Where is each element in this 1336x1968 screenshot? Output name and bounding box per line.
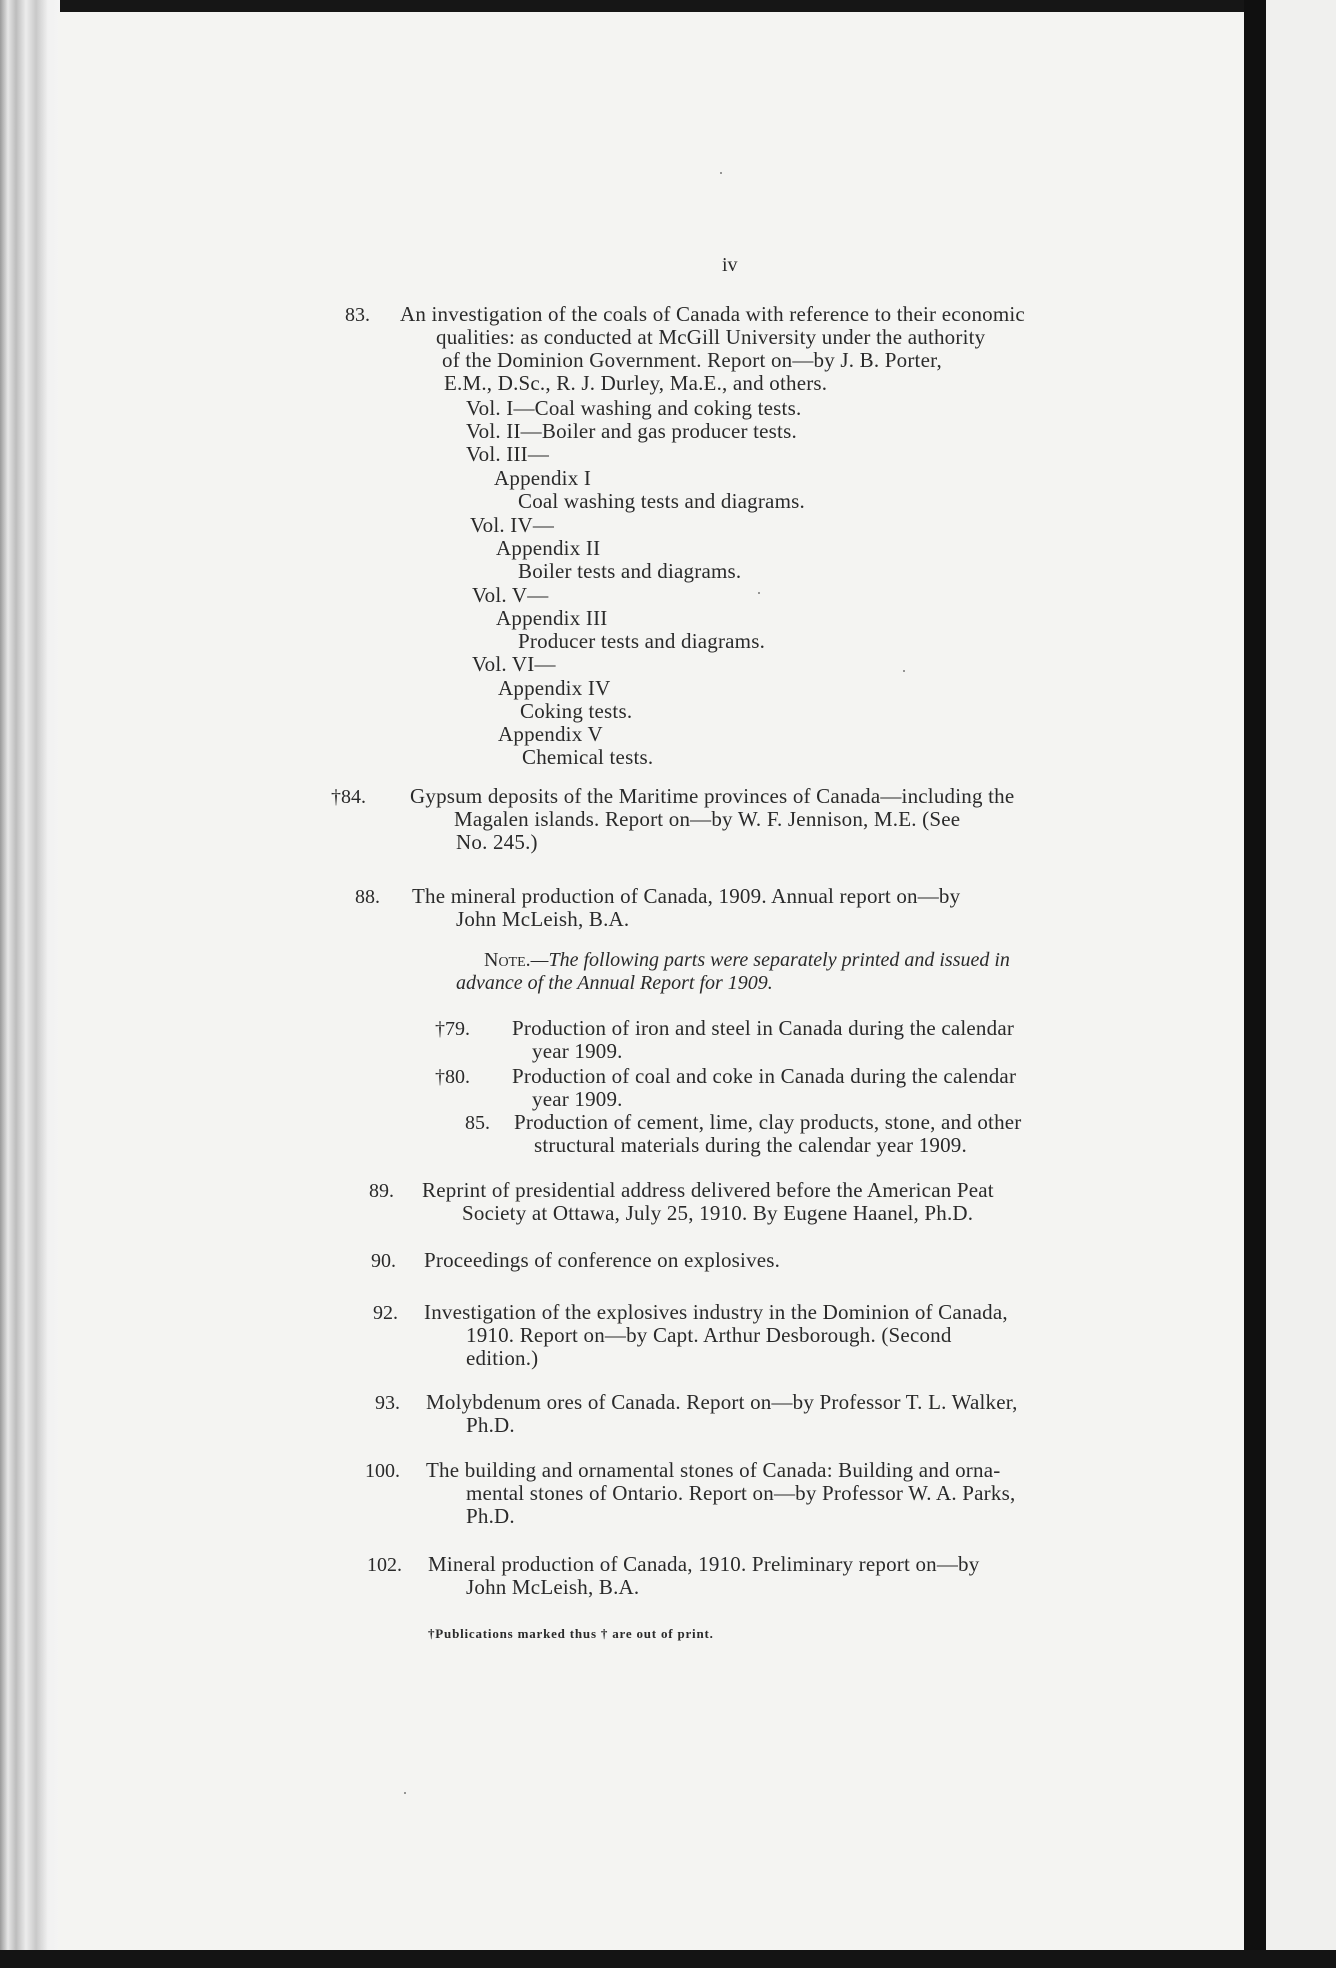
volume-line: Vol. IV— bbox=[470, 513, 555, 537]
entry-text-line: John McLeish, B.A. bbox=[456, 907, 630, 931]
note-line bbox=[456, 971, 773, 995]
entry-number: 92. bbox=[373, 1302, 398, 1324]
volume-line: Vol. VI— bbox=[472, 652, 556, 676]
footnote: †Publications marked thus † are out of print. bbox=[428, 1626, 714, 1641]
entry-text-line: Reprint of presidential address delivered before the American Peat bbox=[422, 1178, 994, 1202]
entry-text-line: mental stones of Ontario. Report on—by Professor W. A. Parks, bbox=[466, 1481, 1016, 1505]
volume-line: Vol. II—Boiler and gas producer tests. bbox=[466, 419, 797, 443]
speck bbox=[720, 172, 722, 174]
volume-line: Vol. I—Coal washing and coking tests. bbox=[466, 396, 802, 420]
sub-entry-text: year 1909. bbox=[532, 1039, 623, 1063]
note-label: Note. bbox=[484, 949, 531, 971]
entry-number: †84. bbox=[331, 786, 366, 808]
scan-page-stack-edge bbox=[0, 0, 60, 1968]
note-line bbox=[484, 948, 1010, 972]
appendix-detail-line: Boiler tests and diagrams. bbox=[518, 559, 742, 583]
entry-number: 83. bbox=[345, 304, 370, 326]
speck bbox=[404, 1792, 406, 1794]
entry-text-line: The mineral production of Canada, 1909. Annual report on—by bbox=[412, 884, 961, 908]
entry-text-line: Mineral production of Canada, 1910. Preliminary report on—by bbox=[428, 1552, 980, 1576]
note-text: —The following parts were separately printed and issued in bbox=[530, 949, 1010, 971]
sub-entry-number: †79. bbox=[435, 1018, 470, 1040]
scan-bottom-edge bbox=[0, 1950, 1336, 1968]
appendix-detail-line: Chemical tests. bbox=[522, 745, 654, 769]
entry-number: 89. bbox=[369, 1180, 394, 1202]
appendix-line: Appendix V bbox=[498, 722, 603, 746]
entry-text-line: The building and ornamental stones of Canada: Building and orna- bbox=[426, 1458, 1001, 1482]
entry-text-line: E.M., D.Sc., R. J. Durley, Ma.E., and others. bbox=[444, 371, 828, 395]
entry-text-line: qualities: as conducted at McGill University under the authority bbox=[436, 325, 986, 349]
sub-entry-text: Production of iron and steel in Canada during the calendar bbox=[512, 1016, 1015, 1040]
entry-text-line: Gypsum deposits of the Maritime provinces of Canada—including the bbox=[410, 784, 1015, 808]
entry-number: 93. bbox=[375, 1392, 400, 1414]
appendix-detail-line: Coking tests. bbox=[520, 699, 633, 723]
page-number: iv bbox=[722, 254, 738, 276]
entry-number: 88. bbox=[355, 886, 380, 908]
volume-line: Vol. V— bbox=[472, 583, 549, 607]
appendix-line: Appendix II bbox=[496, 536, 601, 560]
entry-number: 90. bbox=[371, 1250, 396, 1272]
appendix-detail-line: Producer tests and diagrams. bbox=[518, 629, 766, 653]
entry-text-line: An investigation of the coals of Canada with reference to their economic bbox=[400, 302, 1025, 326]
sub-entry-text: structural materials during the calendar year 1909. bbox=[534, 1133, 967, 1157]
sub-entry-text: Production of cement, lime, clay products, stone, and other bbox=[514, 1110, 1022, 1134]
entry-text-line: 1910. Report on—by Capt. Arthur Desborough. (Second bbox=[466, 1323, 952, 1347]
entry-text-line: Magalen islands. Report on—by W. F. Jennison, M.E. (See bbox=[454, 807, 961, 831]
volume-line: Vol. III— bbox=[466, 442, 550, 466]
entry-text-line: No. 245.) bbox=[456, 830, 538, 854]
entry-text-line: Ph.D. bbox=[466, 1504, 515, 1528]
appendix-line: Appendix III bbox=[496, 606, 608, 630]
entry-text-line: Investigation of the explosives industry in the Dominion of Canada, bbox=[424, 1300, 1008, 1324]
sub-entry-number: 85. bbox=[465, 1112, 490, 1134]
note-text: advance of the Annual Report for 1909. bbox=[456, 972, 773, 994]
entry-text-line: Ph.D. bbox=[466, 1413, 515, 1437]
sub-entry-text: year 1909. bbox=[532, 1087, 623, 1111]
entry-text-line: edition.) bbox=[466, 1346, 539, 1370]
entry-text-line: Society at Ottawa, July 25, 1910. By Eugene Haanel, Ph.D. bbox=[462, 1201, 974, 1225]
entry-text-line: Molybdenum ores of Canada. Report on—by Professor T. L. Walker, bbox=[426, 1390, 1018, 1414]
appendix-line: Appendix IV bbox=[498, 676, 611, 700]
scan-facing-page bbox=[1266, 0, 1336, 1968]
entry-text-line: Proceedings of conference on explosives. bbox=[424, 1248, 781, 1272]
speck bbox=[758, 592, 760, 594]
entry-number: 100. bbox=[365, 1460, 400, 1482]
scan-gutter-band bbox=[1244, 0, 1266, 1968]
entry-text-line: John McLeish, B.A. bbox=[466, 1575, 640, 1599]
speck bbox=[903, 670, 905, 672]
sub-entry-number: †80. bbox=[435, 1066, 470, 1088]
appendix-detail-line: Coal washing tests and diagrams. bbox=[518, 489, 805, 513]
sub-entry-text: Production of coal and coke in Canada during the calendar bbox=[512, 1064, 1017, 1088]
appendix-line: Appendix I bbox=[494, 466, 592, 490]
entry-number: 102. bbox=[367, 1554, 402, 1576]
entry-text-line: of the Dominion Government. Report on—by J. B. Porter, bbox=[442, 348, 942, 372]
